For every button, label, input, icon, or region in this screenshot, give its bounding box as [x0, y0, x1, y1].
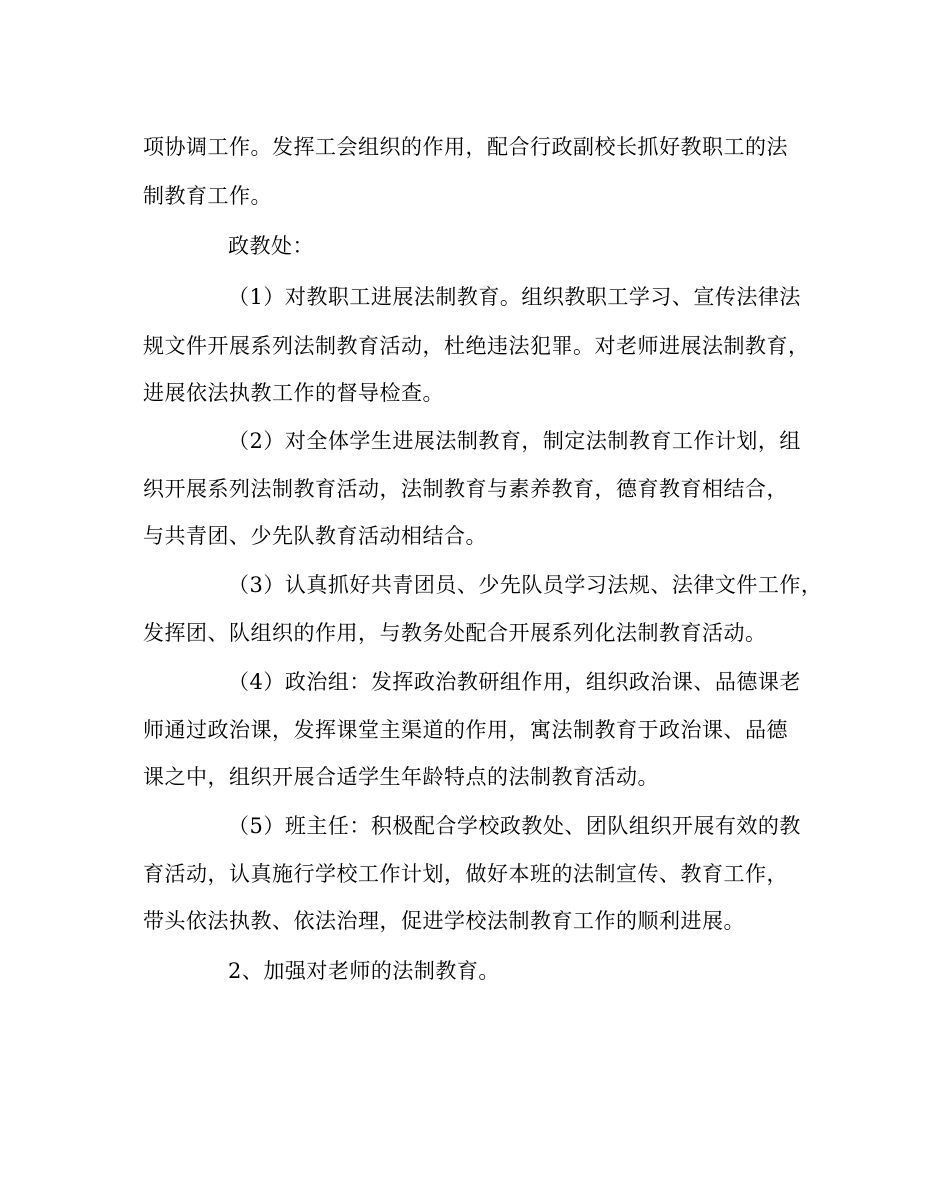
text-line: 项协调工作。发挥工会组织的作用，配合行政副校长抓好教职工的法 — [143, 135, 788, 159]
text-line: 规文件开展系列法制教育活动，杜绝违法犯罪。对老师进展法制教育， — [143, 334, 810, 358]
text-line: （3）认真抓好共青团员、少先队员学习法规、法律文件工作， — [228, 573, 823, 597]
text-line: （5）班主任：积极配合学校政教处、团队组织开展有效的教 — [228, 814, 801, 838]
text-line: 织开展系列法制教育活动，法制教育与素养教育，德育教育相结合， — [143, 477, 788, 501]
text-line: 带头依法执教、依法治理，促进学校法制教育工作的顺利进展。 — [143, 909, 745, 933]
text-line: 发挥团、队组织的作用，与教务处配合开展系列化法制教育活动。 — [143, 621, 767, 645]
text-line: 进展依法执教工作的督导检查。 — [143, 381, 444, 405]
text-line: 育活动，认真施行学校工作计划，做好本班的法制宣传、教育工作， — [143, 862, 788, 886]
text-line: 师通过政治课，发挥课堂主渠道的作用，寓法制教育于政治课、品德 — [143, 718, 788, 742]
text-line: （4）政治组：发挥政治教研组作用，组织政治课、品德课老 — [228, 670, 801, 694]
text-line: （2）对全体学生进展法制教育，制定法制教育工作计划，组 — [228, 429, 801, 453]
text-line: 制教育工作。 — [143, 184, 272, 208]
text-line: 课之中，组织开展合适学生年龄特点的法制教育活动。 — [143, 765, 659, 789]
section-heading: 政教处： — [228, 234, 314, 258]
text-line: （1）对教职工进展法制教育。组织教职工学习、宣传法律法 — [228, 285, 801, 309]
text-line: 与共青团、少先队教育活动相结合。 — [143, 524, 487, 548]
section-heading: 2、加强对老师的法制教育。 — [228, 959, 500, 983]
